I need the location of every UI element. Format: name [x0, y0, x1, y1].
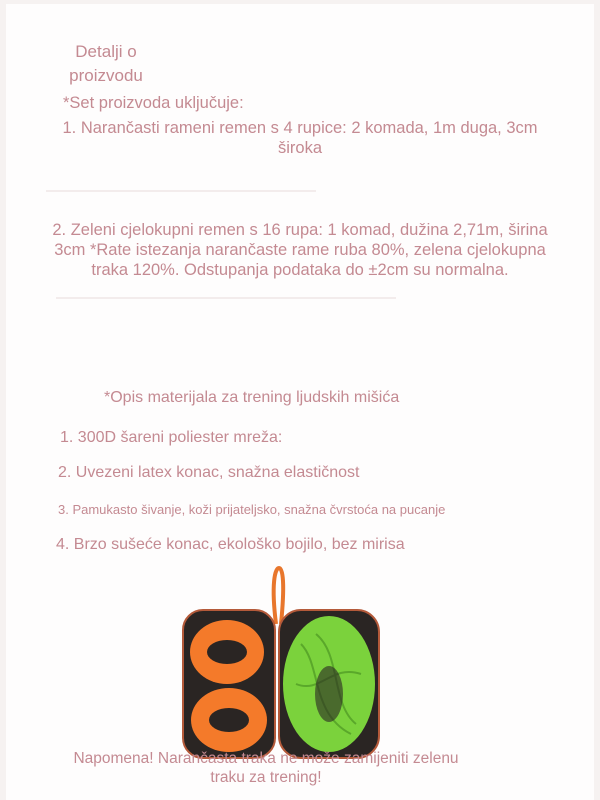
product-details-page — [6, 4, 594, 800]
set-item-1-line-1: 1. Narančasti rameni remen s 4 rupice: 2 komada, 1m duga, 3cm — [62, 119, 538, 137]
title-line-2: proizvodu — [69, 66, 143, 85]
set-item-1-line-2: široka — [277, 139, 322, 157]
material-item-3: 3. Pamukasto šivanje, koži prijateljsko, snažna čvrstoća na pucanje — [58, 502, 446, 517]
divider — [56, 297, 396, 299]
material-item-2: 2. Uvezeni latex konac, snažna elastičnost — [58, 464, 360, 481]
material-item-1: 1. 300D šareni poliester mreža: — [60, 429, 283, 446]
product-image — [171, 564, 451, 764]
note-line-2: traku za trening! — [210, 769, 322, 786]
divider — [46, 190, 316, 192]
resistance-bands-case-icon — [171, 564, 451, 764]
set-item-2-line-3: traka 120%. Odstupanja podataka do ±2cm su normalna. — [91, 261, 509, 279]
set-item-2-line-2: 3cm *Rate istezanja narančaste rame ruba 80%, zelena cjelokupna — [54, 241, 546, 259]
page-title — [51, 40, 161, 88]
material-item-4: 4. Brzo sušeće konac, ekološko bojilo, bez mirisa — [56, 536, 405, 553]
note-line-1: Napomena! Narančasta traka ne može zamijeniti zelenu — [73, 750, 459, 767]
materials-heading: *Opis materijala za trening ljudskih mišića — [104, 389, 400, 406]
set-item-2-line-1: 2. Zeleni cjelokupni remen s 16 rupa: 1 komad, dužina 2,71m, širina — [52, 221, 548, 239]
set-heading: *Set proizvoda uključuje: — [63, 94, 244, 112]
title-line-1: Detalji o — [75, 42, 137, 61]
